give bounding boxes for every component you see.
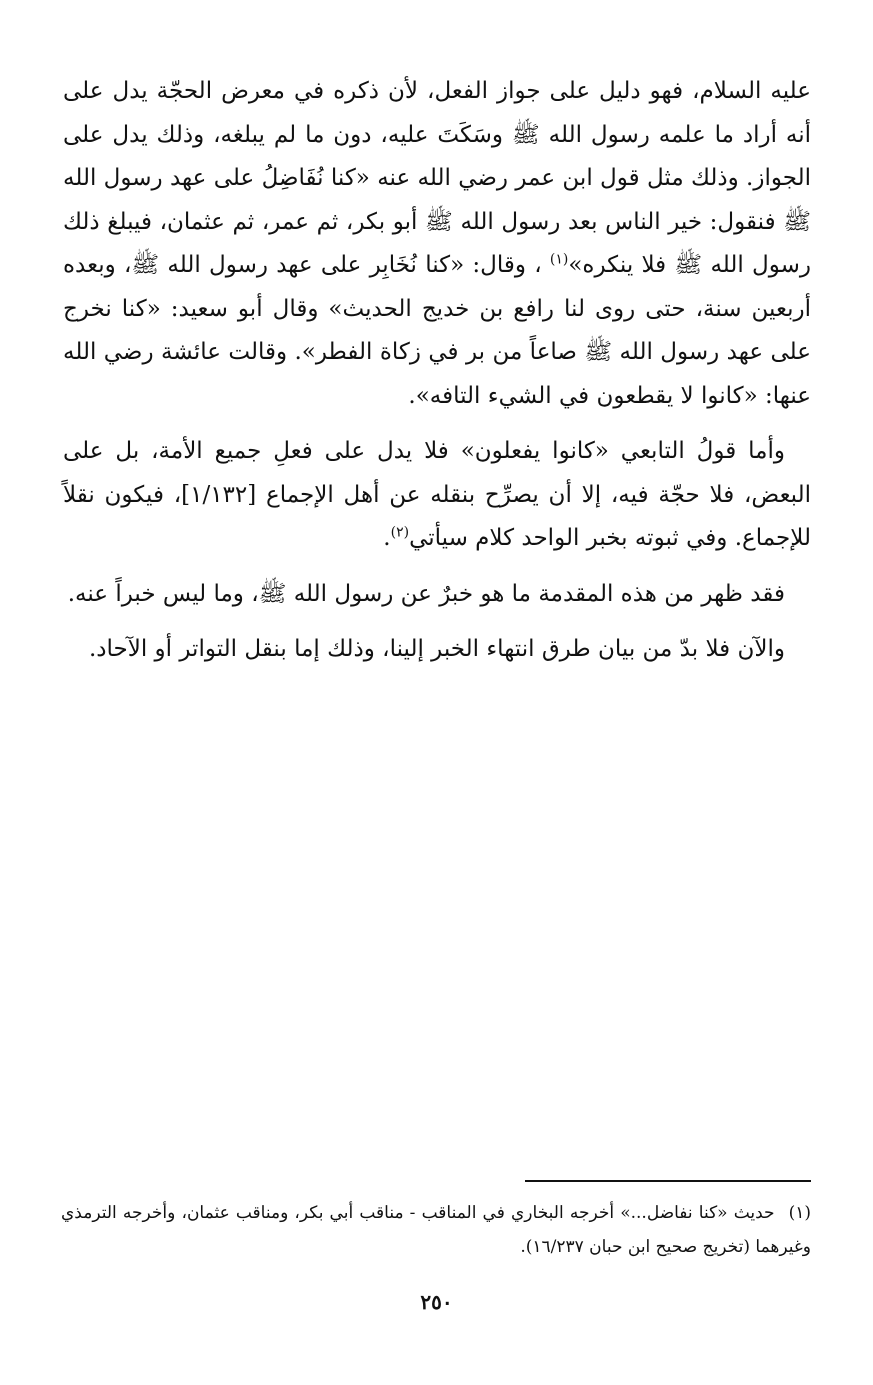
paragraph-4-text: والآن فلا بدّ من بيان طرق انتهاء الخبر إلينا، وذلك إما بنقل التواتر أو الآحاد. <box>88 636 785 662</box>
footnote-ref-2[interactable]: (٢) <box>390 524 410 541</box>
paragraph-4 <box>63 628 811 672</box>
paragraph-1-tail: ، وقال: «كنا نُخَابِر على عهد رسول الله ﷺ، وبعده أربعين سنة، حتى روى لنا رافع بن خديج الحديث» وقال أبو سعيد: «كنا نخرج على عهد رسول الله ﷺ صاعاً من بر في زكاة الفطر». وقالت عائشة رضي الله عنها: «كانوا لا يقطعون في الشيء التافه». <box>63 252 811 409</box>
paragraph-1-text: عليه السلام، فهو دليل على جواز الفعل، لأن ذكره في معرض الحجّة يدل على أنه أراد ما علمه رسول الله ﷺ وسَكَتَ عليه، دون ما لم يبلغه، وذلك يدل على الجواز. وذلك مثل قول ابن عمر رضي الله عنه «كنا نُفَاضِلُ على عهد رسول الله ﷺ فنقول: خير الناس بعد رسول الله ﷺ أبو بكر، ثم عمر، ثم عثمان، فيبلغ ذلك رسول الله ﷺ فلا ينكره» <box>63 78 811 278</box>
footnote-divider <box>525 1180 811 1182</box>
paragraph-2-tail: . <box>383 525 391 551</box>
footnote-ref-1[interactable]: (١) <box>549 251 569 268</box>
footnote-1-number: (١) <box>788 1203 811 1223</box>
paragraph-3-text: فقد ظهر من هذه المقدمة ما هو خبرٌ عن رسول الله ﷺ، وما ليس خبراً عنه. <box>67 580 785 607</box>
paragraph-2-text: وأما قولُ التابعي «كانوا يفعلون» فلا يدل على فعلِ جميع الأمة، بل على البعض، فلا حجّة فيه، إلا أن يصرِّح بنقله عن أهل الإجماع [١/١٣٢]، فيكون نقلاً للإجماع. وفي ثبوته بخبر الواحد كلام سيأتي <box>63 438 811 551</box>
main-text <box>63 70 811 684</box>
footnote-1 <box>61 1196 811 1264</box>
paragraph-1 <box>63 70 811 418</box>
page-number: ٢٥٠ <box>420 1290 453 1314</box>
footnotes <box>61 1196 811 1264</box>
paragraph-3 <box>63 573 811 617</box>
paragraph-2 <box>63 430 811 561</box>
footnote-1-text: حديث «كنا نفاضل...» أخرجه البخاري في المناقب - مناقب أبي بكر، ومناقب عثمان، وأخرجه الترمذي وغيرهما (تخريج صحيح ابن حبان ١٦/٢٣٧). <box>61 1203 811 1257</box>
